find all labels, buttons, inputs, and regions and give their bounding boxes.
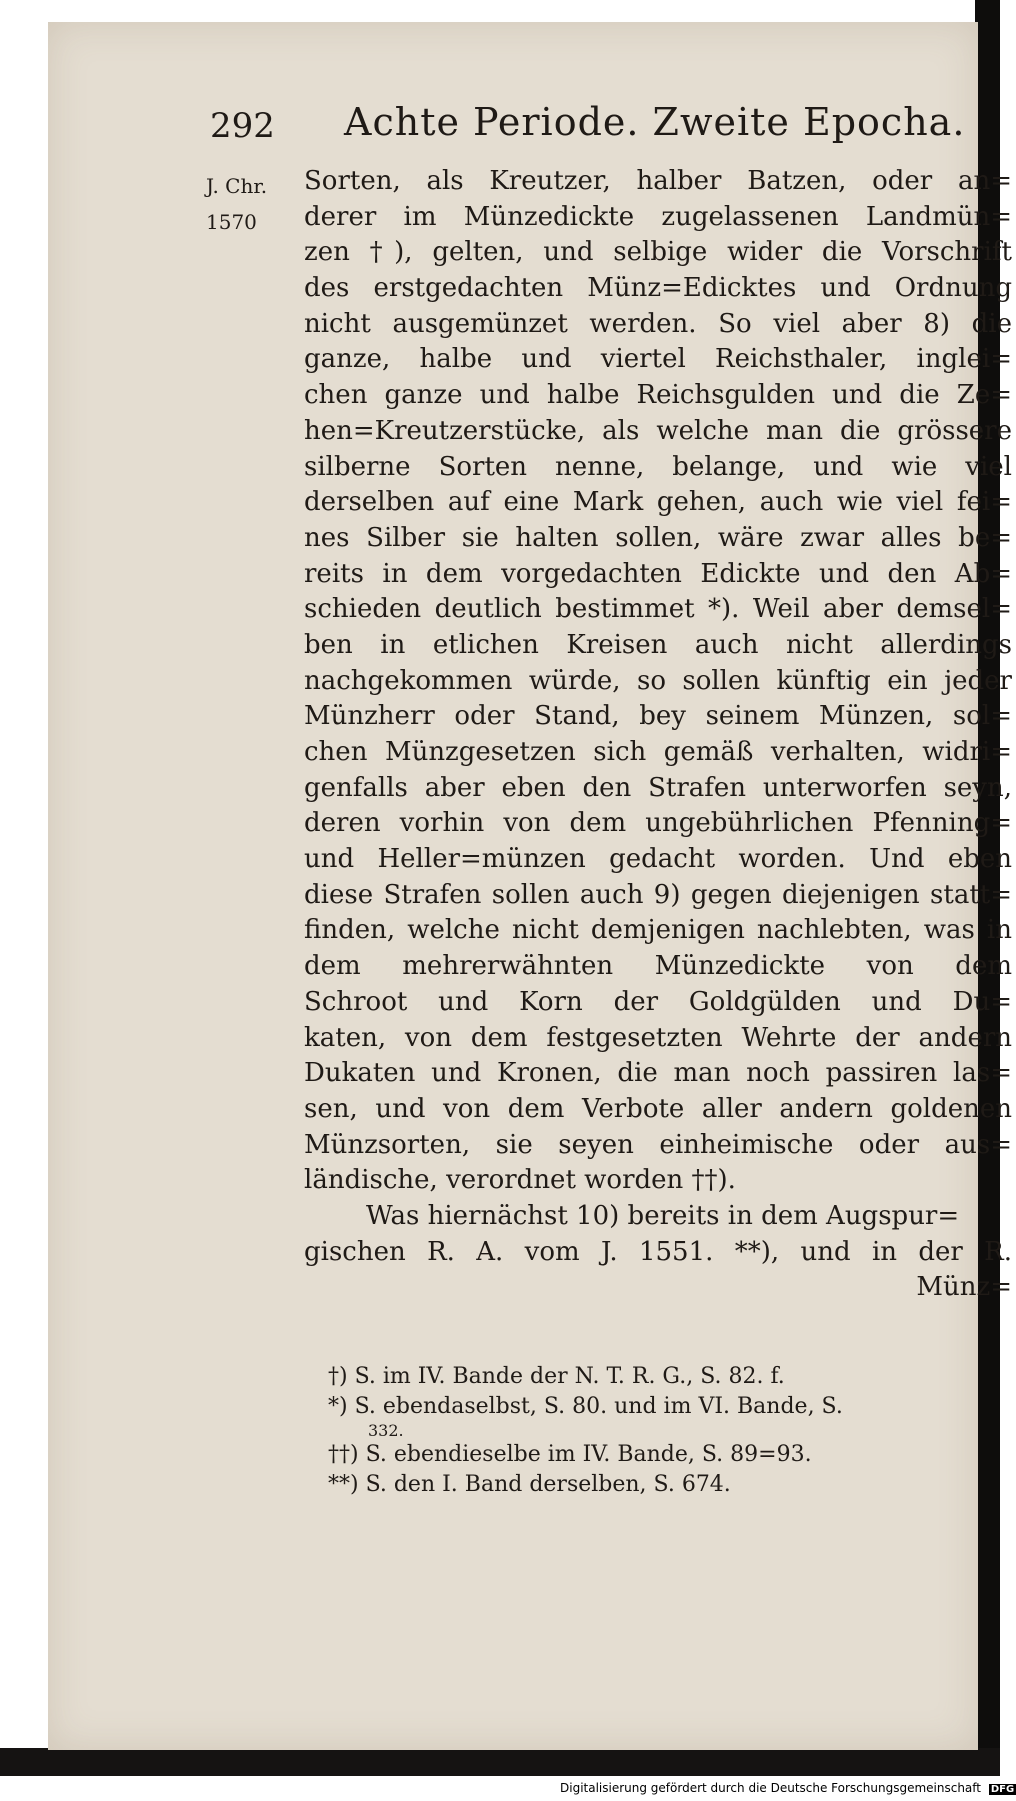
- body-line: Schroot und Korn der Goldgülden und Du=: [304, 986, 1012, 1017]
- body-line: nachgekommen würde, so sollen künftig ein jeder: [304, 665, 1012, 696]
- body-line: chen Münzgesetzen sich gemäß verhalten, widri=: [304, 737, 1012, 767]
- page-number: 292: [210, 106, 275, 146]
- body-line: zen †), gelten, und selbige wider die Vorschrift: [304, 237, 1012, 268]
- footnote-continuation: 332.: [368, 1421, 404, 1440]
- margin-note-year: [206, 168, 268, 240]
- page-header: [48, 94, 978, 154]
- footnotes: [328, 1362, 1008, 1500]
- body-line: ländische, verordnet worden ††).: [304, 1165, 736, 1196]
- body-line: nicht ausgemünzet werden. So viel aber 8) die: [304, 308, 1012, 339]
- digitization-credit: [560, 1781, 1016, 1795]
- footnote: †) S. im IV. Bande der N. T. R. G., S. 82. f.: [328, 1364, 785, 1389]
- dfg-logo: DFG: [990, 1784, 1015, 1795]
- margin-note-number: 1570: [206, 210, 257, 234]
- body-line: nes Silber sie halten sollen, wäre zwar alles be=: [304, 522, 1012, 553]
- body-line: derer im Münzedickte zugelassenen Landmün=: [304, 201, 1012, 232]
- body-line: ben in etlichen Kreisen auch nicht allerdings: [304, 629, 1012, 660]
- body-line: silberne Sorten nenne, belange, und wie viel: [304, 451, 1012, 482]
- body-line: sen, und von dem Verbote aller andern goldenen: [304, 1093, 1012, 1124]
- scan-bottom-border: [0, 1748, 1000, 1776]
- footnote: ††) S. ebendieselbe im IV. Bande, S. 89=93.: [328, 1442, 812, 1467]
- running-head: Achte Periode. Zweite Epocha.: [344, 100, 966, 144]
- footnote: **) S. den I. Band derselben, S. 674.: [328, 1472, 731, 1497]
- body-line: chen ganze und halbe Reichsgulden und die Ze=: [304, 380, 1012, 411]
- body-paragraph-start: Was hiernächst 10) bereits in dem Augspur=: [366, 1200, 960, 1231]
- body-line: deren vorhin von dem ungebührlichen Pfenning=: [304, 808, 1012, 839]
- body-line: gischen R. A. vom J. 1551. **), und in der R.: [304, 1236, 1012, 1267]
- body-line: Sorten, als Kreutzer, halber Batzen, oder an=: [304, 166, 1012, 196]
- body-line: Münzherr oder Stand, bey seinem Münzen, sol=: [304, 701, 1012, 732]
- body-line: diese Strafen sollen auch 9) gegen diejenigen statt=: [304, 879, 1012, 910]
- body-line: und Heller=münzen gedacht worden. Und eben: [304, 844, 1012, 875]
- body-line: schieden deutlich bestimmet *). Weil aber demsel=: [304, 594, 1012, 625]
- body-line: derselben auf eine Mark gehen, auch wie viel fei=: [304, 487, 1012, 518]
- body-line: Münzsorten, sie seyen einheimische oder aus=: [304, 1129, 1012, 1160]
- book-page: [48, 22, 1012, 1750]
- body-line: dem mehrerwähnten Münzedickte von dem: [304, 951, 1012, 982]
- credit-text: Digitalisierung gefördert durch die Deutsche Forschungsgemeinschaft: [560, 1781, 982, 1795]
- body-line: ganze, halbe und viertel Reichsthaler, inglei=: [304, 344, 1012, 375]
- body-line: katen, von dem festgesetzten Wehrte der andern: [304, 1022, 1012, 1053]
- margin-note-era: J. Chr.: [206, 174, 268, 198]
- body-text: [304, 164, 1012, 1306]
- body-line: finden, welche nicht demjenigen nachlebten, was in: [304, 915, 1012, 946]
- catchword: Münz=: [916, 1272, 1012, 1303]
- body-line: reits in dem vorgedachten Edickte und den Ab=: [304, 558, 1012, 589]
- body-line: des erstgedachten Münz=Edicktes und Ordnung: [304, 273, 1012, 304]
- body-line: genfalls aber eben den Strafen unterworfen seyn,: [304, 772, 1012, 803]
- body-line: Dukaten und Kronen, die man noch passiren las=: [304, 1058, 1012, 1089]
- footnote: *) S. ebendaselbst, S. 80. und im VI. Bande, S.: [328, 1394, 843, 1419]
- body-line: hen=Kreutzerstücke, als welche man die grössere: [304, 415, 1012, 446]
